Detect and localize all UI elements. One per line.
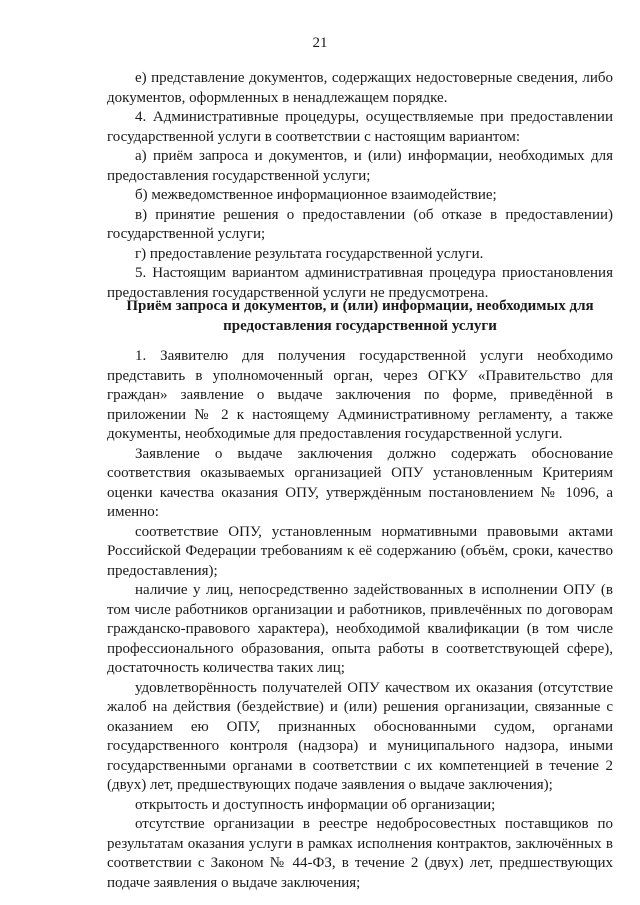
paragraph: е) представление документов, содержащих недостоверные сведения, либо документов, оформленных в ненадлежащем порядке. bbox=[107, 70, 613, 106]
paragraph: соответствие ОПУ, установленным нормативными правовыми актами Российской Федерации требованиям к её содержанию (объём, сроки, качество предоставления); bbox=[107, 523, 613, 579]
paragraph: наличие у лиц, непосредственно задействованных в исполнении ОПУ (в том числе работников организации и работников, привлечённых по договорам гражданско-правового характера), необходимой квалификации (в том числе профессионального образования, опыта работы в соответствующей сфере), достаточность количества таких лиц; bbox=[107, 582, 613, 676]
paragraph: в) принятие решения о предоставлении (об отказе в предоставлении) государственной услуги; bbox=[107, 206, 613, 242]
paragraph: Заявление о выдаче заключения должно содержать обоснование соответствия оказываемых организацией ОПУ установленным Критериям оценки качества оказания ОПУ, утверждённым постановлением № 1096, а именно: bbox=[107, 445, 613, 520]
paragraph: а) приём запроса и документов, и (или) информации, необходимых для предоставления государственной услуги; bbox=[107, 148, 613, 184]
section-2 bbox=[107, 347, 613, 893]
paragraph: 1. Заявителю для получения государственной услуги необходимо представить в уполномоченный орган, через ОГКУ «Правительство для граждан» заявление о выдаче заключения по форме, приведённой в приложении № 2 к настоящему Административному регламенту, а также документы, необходимые для предоставления государственной услуги. bbox=[107, 348, 613, 442]
paragraph: б) межведомственное информационное взаимодействие; bbox=[135, 187, 497, 203]
paragraph: открытость и доступность информации об организации; bbox=[135, 796, 496, 813]
page-number: 21 bbox=[312, 35, 328, 51]
section-1 bbox=[107, 69, 613, 303]
paragraph: отсутствие организации в реестре недобросовестных поставщиков по результатам оказания услуги в рамках исполнения контрактов, заключённых в соответствии с Законом № 44-ФЗ, в течение 2 (двух) лет, предшествующих подаче заявления о выдаче заключения; bbox=[107, 816, 613, 891]
paragraph: г) предоставление результата государственной услуги. bbox=[135, 245, 484, 262]
paragraph: 5. Настоящим вариантом административная процедура приостановления предоставления государственной услуги не предусмотрена. bbox=[107, 265, 613, 301]
paragraph: 4. Административные процедуры, осуществляемые при предоставлении государственной услуги в соответствии с настоящим вариантом: bbox=[107, 109, 613, 145]
paragraph: удовлетворённость получателей ОПУ качеством их оказания (отсутствие жалоб на действия (бездействие) и (или) решения организации, связанные с оказанием ею ОПУ, признанных обоснованными судом, органами государственного контроля (надзора) и муниципального надзора, иными государственными органами в соответствии с их компетенцией в течение 2 (двух) лет, предшествующих подаче заявления о выдаче заключения); bbox=[107, 679, 613, 793]
section-heading: Приём запроса и документов, и (или) информации, необходимых для предоставления государственной услуги bbox=[126, 298, 594, 334]
